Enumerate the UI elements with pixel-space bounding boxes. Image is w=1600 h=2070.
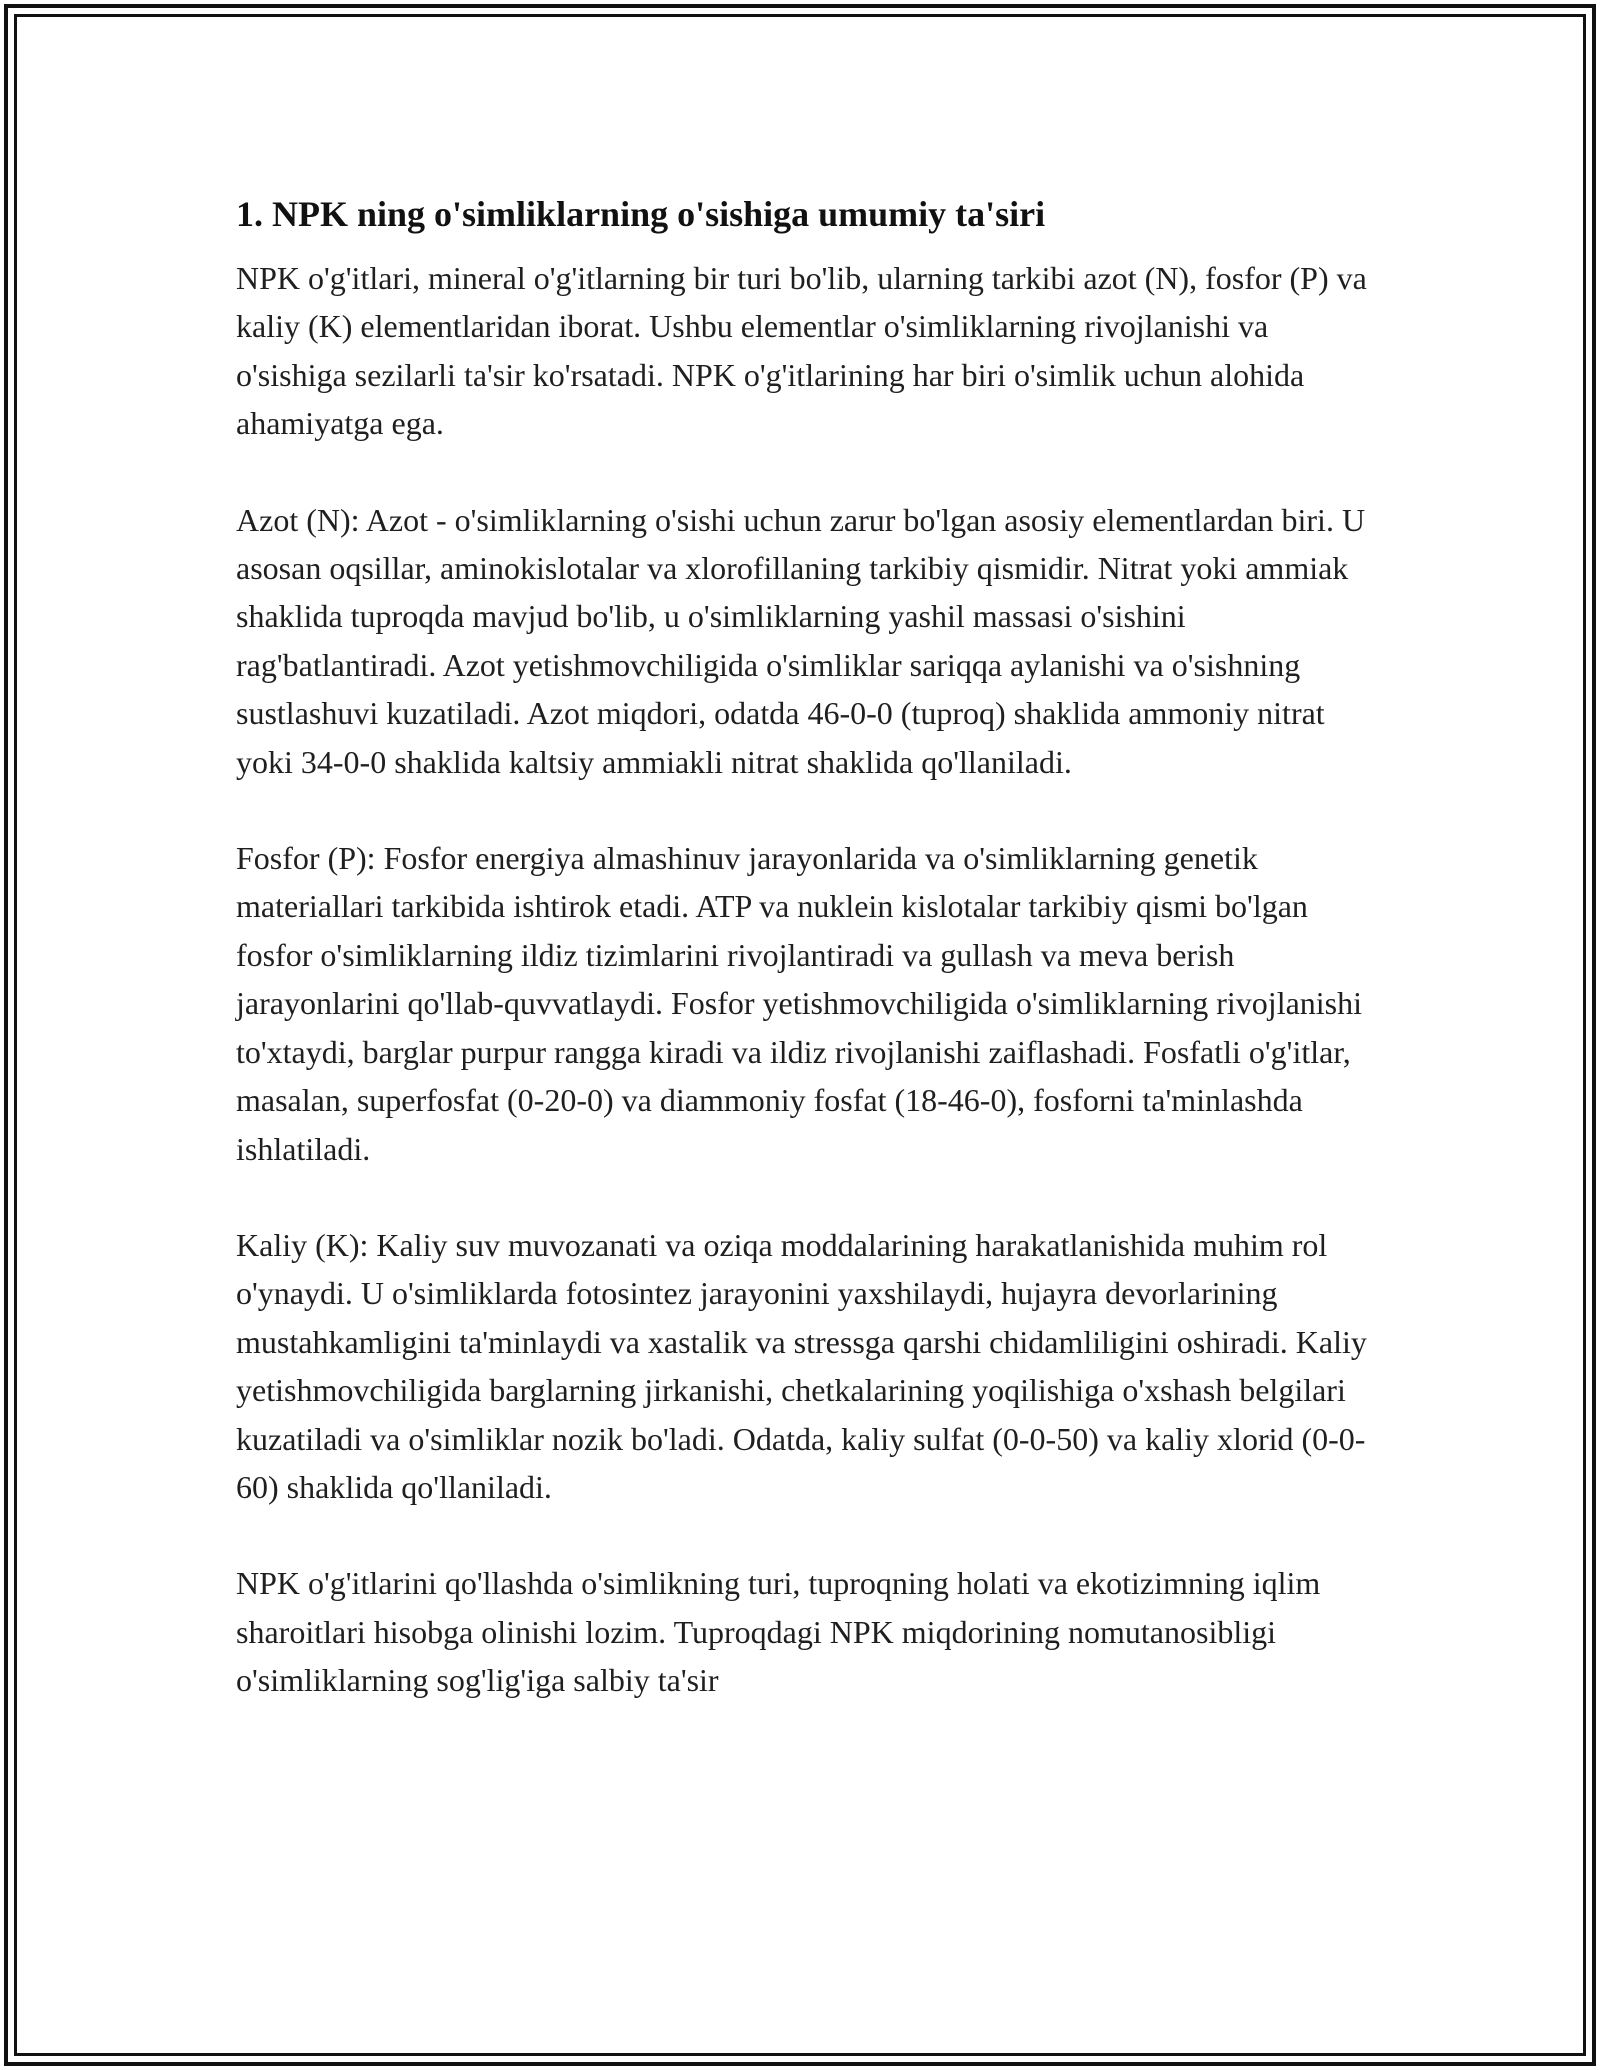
section-heading: 1. NPK ning o'simliklarning o'sishiga umumiy ta'siri xyxy=(236,194,1046,234)
paragraph-azot: Azot (N): Azot - o'simliklarning o'sishi uchun zarur bo'lgan asosiy elementlardan biri. U asosan oqsillar, aminokislotalar va xlorofillaning tarkibiy qismidir. Nitrat yoki ammiak shaklida tuproqda mavjud bo'lib, u o'simliklarning yashil massasi o'sishini rag'batlantiradi. Azot yetishmovchiligida o'simliklar sariqqa aylanishi va o'sishning sustlashuvi kuzatiladi. Azot miqdori, odatda 46-0-0 (tuproq) shaklida ammoniy nitrat yoki 34-0-0 shaklida kaltsiy ammiakli nitrat shaklida qo'llaniladi. xyxy=(236,501,1366,780)
paragraph-fosfor: Fosfor (P): Fosfor energiya almashinuv jarayonlarida va o'simliklarning genetik materiallari tarkibida ishtirok etadi. ATP va nuklein kislotalar tarkibiy qismi bo'lgan fosfor o'simliklarning ildiz tizimlarini rivojlantiradi va gullash va meva berish jarayonlarini qo'llab-quvvatlaydi. Fosfor yetishmovchiligida o'simliklarning rivojlanishi to'xtaydi, barglar purpur rangga kiradi va ildiz rivojlanishi zaiflashadi. Fosfatli o'g'itlar, masalan, superfosfat (0-20-0) va diammoniy fosfat (18-46-0), fosforni ta'minlashda ishlatiladi. xyxy=(236,840,1363,1167)
paragraph-intro: NPK o'g'itlari, mineral o'g'itlarning bir turi bo'lib, ularning tarkibi azot (N), fosfor (P) va kaliy (K) elementlaridan iborat. Ushbu elementlar o'simliklarning rivojlanishi va o'sishiga sezilarli ta'sir ko'rsatadi. NPK o'g'itlarining har biri o'simlik uchun alohida ahamiyatga ega. xyxy=(236,260,1367,442)
document-body xyxy=(236,186,1376,1753)
paragraph-conclusion: NPK o'g'itlarini qo'llashda o'simlikning turi, tuproqning holati va ekotizimning iqlim sharoitlari hisobga olinishi lozim. Tuproqdagi NPK miqdorining nomutanosibligi o'simliklarning sog'lig'iga salbiy ta'sir xyxy=(236,1565,1321,1699)
paragraph-kaliy: Kaliy (K): Kaliy suv muvozanati va oziqa moddalarining harakatlanishida muhim rol o'ynaydi. U o'simliklarda fotosintez jarayonini yaxshilaydi, hujayra devorlarining mustahkamligini ta'minlaydi va xastalik va stressga qarshi chidamliligini oshiradi. Kaliy yetishmovchiligida barglarning jirkanishi, chetkalarining yoqilishiga o'xshash belgilari kuzatiladi va o'simliklar nozik bo'ladi. Odatda, kaliy sulfat (0-0-50) va kaliy xlorid (0-0-60) shaklida qo'llaniladi. xyxy=(236,1226,1367,1505)
